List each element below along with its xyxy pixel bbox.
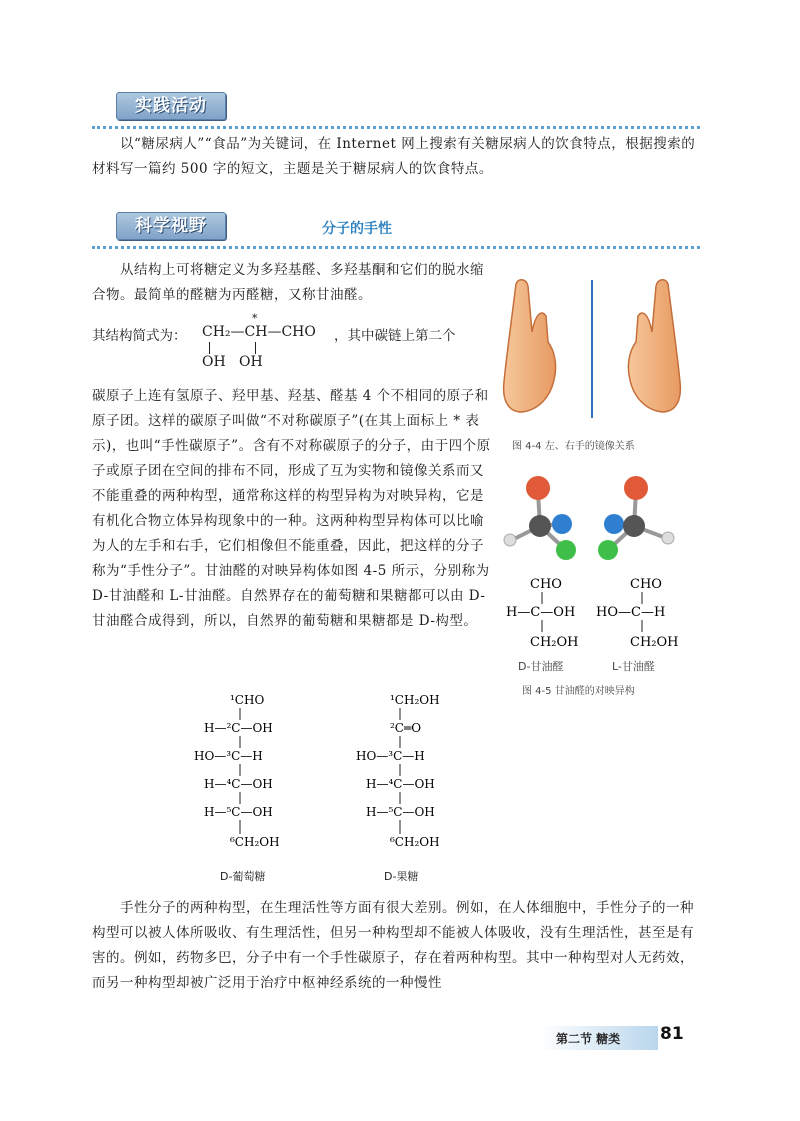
glucose-row: H—⁴C—OH xyxy=(204,777,273,791)
l-glyceraldehyde-structure xyxy=(596,577,679,650)
fructose-row: ²C═O xyxy=(390,721,422,735)
sugar-structures xyxy=(190,688,470,858)
fructose-row: H—⁴C—OH xyxy=(366,777,435,791)
fructose-structure xyxy=(356,693,440,849)
fructose-row: H—⁵C—OH xyxy=(366,805,435,819)
science-divider xyxy=(92,246,700,249)
fructose-row: ⁶CH₂OH xyxy=(390,835,440,849)
glucose-row: H—⁵C—OH xyxy=(204,805,273,819)
left-hand-icon xyxy=(504,280,556,412)
d-glyceraldehyde-label: D-甘油醛 xyxy=(518,660,564,673)
practice-divider xyxy=(92,126,700,129)
practice-badge: 实践活动 xyxy=(116,92,226,120)
l-top: CHO xyxy=(630,577,662,592)
glyceraldehyde-structures xyxy=(500,574,700,654)
hands-figure xyxy=(496,272,706,422)
glucose-row: HO—³C—H xyxy=(194,749,263,763)
formula-bond-2 xyxy=(255,342,256,354)
fructose-row: HO—³C—H xyxy=(356,749,425,763)
formula-top: CH₂—CH—CHO xyxy=(202,324,316,340)
practice-text: 以“糖尿病人”“食品”为关键词，在 Internet 网上搜索有关糖尿病人的饮食特点，根据搜索的材料写一篇约 500 字的短文，主题是关于糖尿病人的饮食特点。 xyxy=(92,136,696,177)
page-number: 81 xyxy=(660,1024,684,1044)
science-para2: 碳原子上连有氢原子、羟甲基、羟基、醛基 4 个不相同的原子和原子团。这样的碳原子叫做“不对称碳原子”(在其上面标上 * 表示)，也叫“手性碳原子”。含有不对称碳原子的分子，由于四个原子或原子团在空间的排布不同，形成了互为实物和镜像关系而又不能重叠的两种构型，通常称这样的构型异构为对映异构，它是有机化合物立体异构现象中的一种。这两种构型异构体可以比喻为人的左手和右手，它们相像但不能重叠，因此，把这样的分子称为“手性分子”。甘油醛的对映异构体如图 4-5 所示，分别称为 D-甘油醛和 L-甘油醛。自然界存在的葡萄糖和果糖都可以由 D-甘油醛合成得到，所以，自然界的葡萄糖和果糖都是 D-构型。 xyxy=(92,388,491,629)
glucose-row: ⁶CH₂OH xyxy=(230,835,280,849)
glucose-label: D-葡萄糖 xyxy=(220,870,266,883)
d-mid: H—C—OH xyxy=(506,605,576,620)
d-model xyxy=(504,476,576,560)
right-hand-icon xyxy=(628,280,680,412)
fructose-label: D-果糖 xyxy=(384,870,419,883)
science-para3: 手性分子的两种构型，在生理活性等方面有很大差别。例如，在人体细胞中，手性分子的一种构型可以被人体所吸收、有生理活性，但另一种构型却不能被人体吸收，没有生理活性，甚至是有害的。例如，药物多巴，分子中有一个手性碳原子，存在着两种构型。其中一种构型对人无药效，而另一种构型却被广泛用于治疗中枢神经系统的一种慢性 xyxy=(92,900,694,991)
fructose-row: ¹CH₂OH xyxy=(390,693,440,707)
molecule-models xyxy=(496,468,696,568)
glucose-row: H—²C—OH xyxy=(204,721,273,735)
glucose-structure xyxy=(194,693,280,849)
figure45-caption: 图 4-5 甘油醛的对映异构 xyxy=(522,686,635,697)
figure44-caption: 图 4-4 左、右手的镜像关系 xyxy=(512,441,635,452)
formula-tail: ，其中碳链上第二个 xyxy=(334,328,456,344)
d-glyceraldehyde-structure xyxy=(506,577,579,650)
science-title: 分子的手性 xyxy=(322,221,392,237)
footer-section: 第二节 糖类 xyxy=(556,1032,621,1046)
formula-bottom: OH OH xyxy=(202,354,263,370)
formula-star: * xyxy=(252,312,258,325)
l-model xyxy=(598,476,674,560)
glyceraldehyde-formula xyxy=(92,314,492,374)
l-glyceraldehyde-label: L-甘油醛 xyxy=(612,660,655,673)
l-bot: CH₂OH xyxy=(630,635,679,650)
formula-lead: 其结构简式为： xyxy=(92,328,187,344)
l-mid: HO—C—H xyxy=(596,605,666,620)
science-para1: 从结构上可将糖定义为多羟基醛、多羟基酮和它们的脱水缩合物。最简单的醛糖为丙醛糖，又称甘油醛。 xyxy=(92,262,484,303)
science-badge: 科学视野 xyxy=(116,212,226,240)
glucose-row: ¹CHO xyxy=(230,693,265,707)
d-top: CHO xyxy=(530,577,562,592)
formula-bond-1 xyxy=(209,342,210,354)
d-bot: CH₂OH xyxy=(530,635,579,650)
